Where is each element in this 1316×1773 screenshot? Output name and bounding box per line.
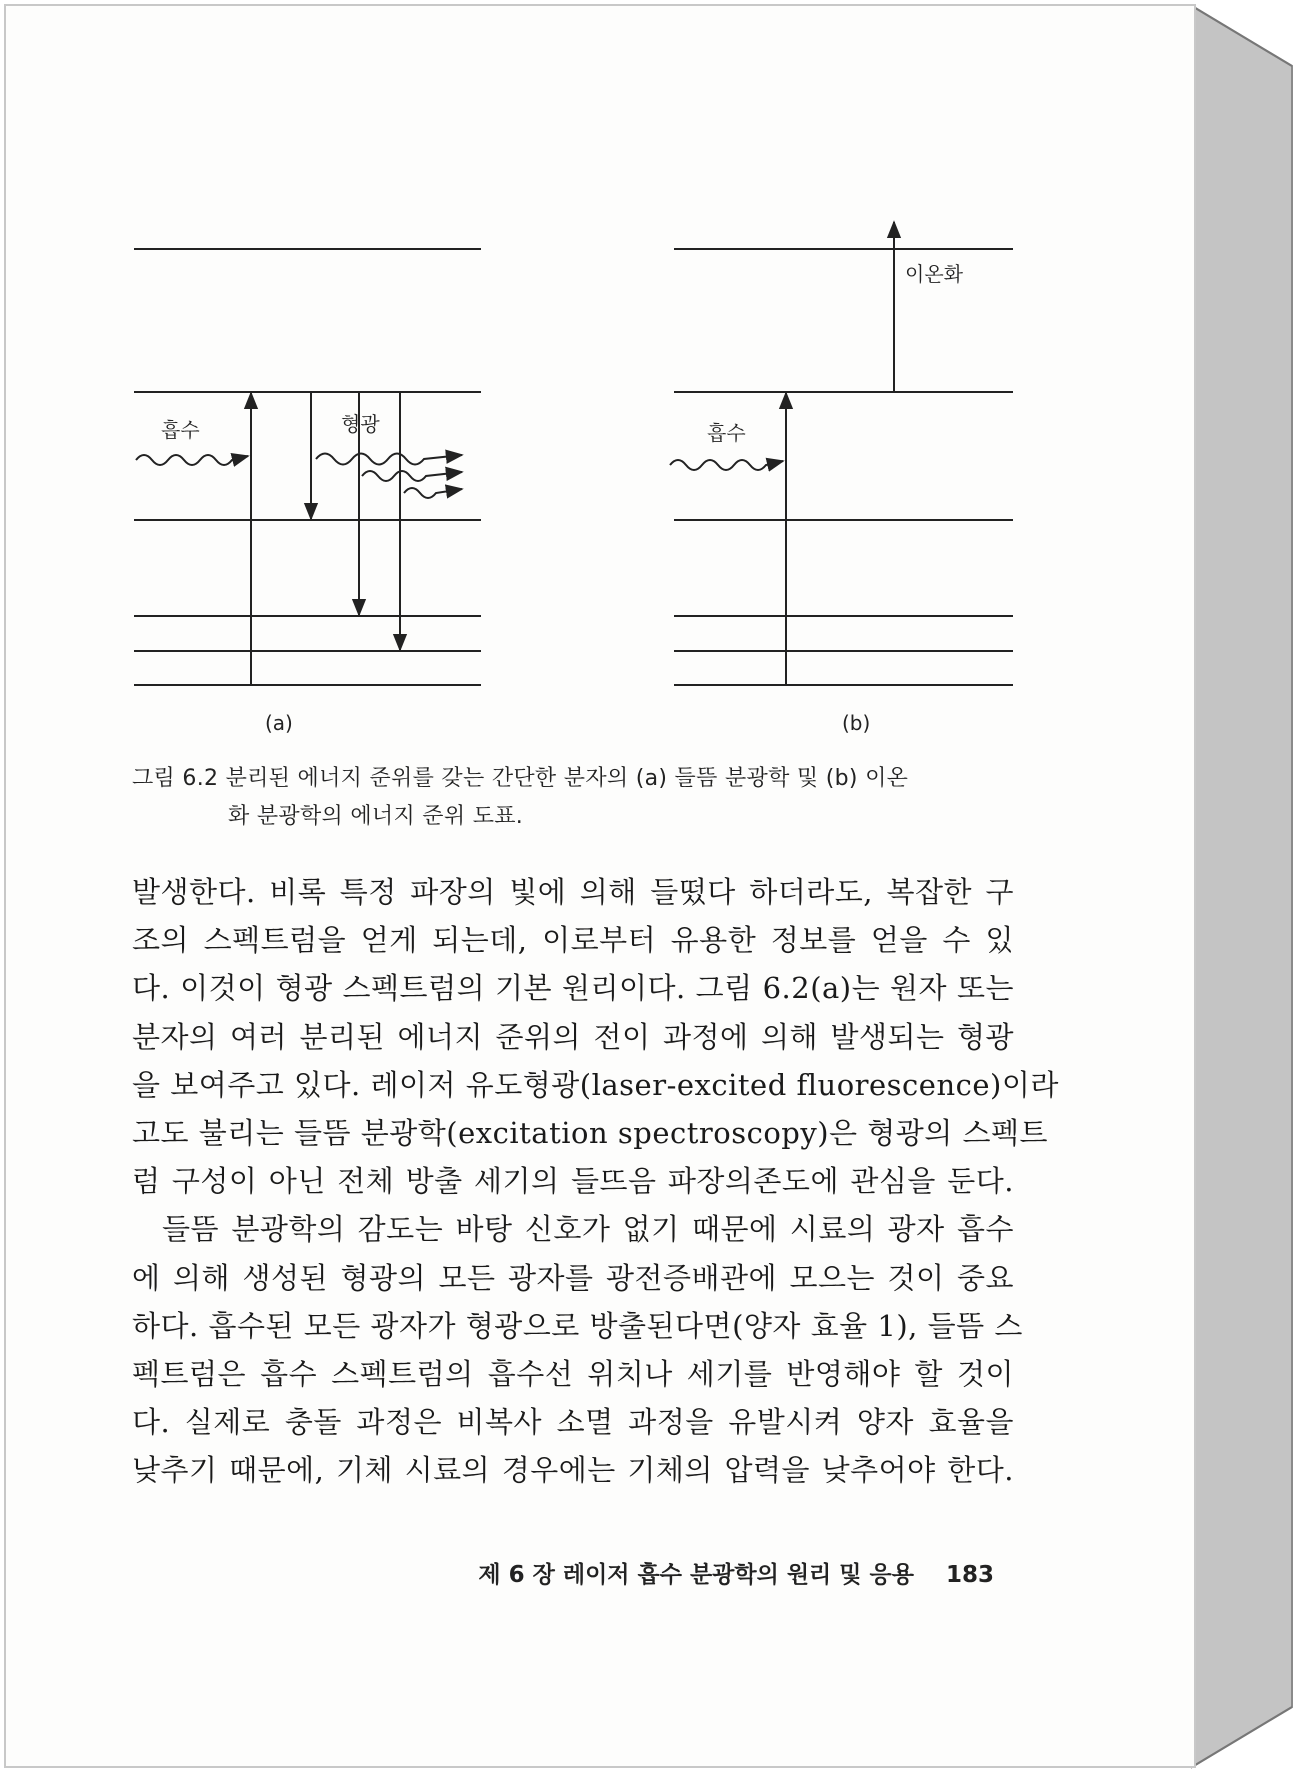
body-line: 하다. 흡수된 모든 광자가 형광으로 방출된다면(양자 효율 1), 들뜸 스 xyxy=(132,1308,1023,1343)
body-line: 에 의해 생성된 형광의 모든 광자를 광전증배관에 모으는 것이 중요 xyxy=(132,1260,1014,1295)
caption-line-2: 화 분광학의 에너지 준위 도표. xyxy=(228,804,524,829)
panel-a-label: (a) xyxy=(265,711,293,735)
panel-a-fluorescence-wave-2 xyxy=(362,471,462,481)
panel-a-incoming-wave xyxy=(136,455,248,465)
body-line: 낮추기 때문에, 기체 시료의 경우에는 기체의 압력을 낮추어야 한다. xyxy=(132,1453,1014,1488)
body-line: 들뜸 분광학의 감도는 바탕 신호가 없기 때문에 시료의 광자 흡수 xyxy=(162,1212,1014,1247)
running-title: 제 6 장 레이저 흡수 분광학의 원리 및 응용 xyxy=(478,1562,914,1588)
body-line: 분자의 여러 분리된 에너지 준위의 전이 과정에 의해 발생되는 형광 xyxy=(132,1019,1014,1054)
panel-a-fluorescence-label: 형광 xyxy=(341,412,380,436)
body-line: 을 보여주고 있다. 레이저 유도형광(laser-excited fluorescence)이라 xyxy=(132,1067,1059,1102)
panel-b-absorption-label: 흡수 xyxy=(707,421,746,445)
panel-a xyxy=(134,249,481,685)
panel-b-incoming-wave xyxy=(670,460,783,470)
body-line: 고도 불리는 들뜸 분광학(excitation spectroscopy)은 형광의 스펙트 xyxy=(132,1116,1049,1151)
page-footer xyxy=(478,1556,994,1589)
page-number: 183 xyxy=(945,1562,994,1588)
panel-b xyxy=(670,222,1013,685)
body-line: 다. 실제로 충돌 과정은 비복사 소멸 과정을 유발시켜 양자 효율을 xyxy=(132,1405,1014,1440)
panel-b-label: (b) xyxy=(842,711,871,735)
panel-a-absorption-label: 흡수 xyxy=(161,418,200,442)
body-text xyxy=(132,868,1059,1495)
body-line: 조의 스펙트럼을 얻게 되는데, 이로부터 유용한 정보를 얻을 수 있 xyxy=(132,923,1014,958)
book-edge-face xyxy=(1192,6,1292,1767)
body-line: 펙트럼은 흡수 스펙트럼의 흡수선 위치나 세기를 반영해야 할 것이 xyxy=(132,1357,1014,1392)
panel-a-fluorescence-wave-1 xyxy=(316,454,462,465)
body-line: 럼 구성이 아닌 전체 방출 세기의 들뜨음 파장의존도에 관심을 둔다. xyxy=(132,1164,1014,1199)
panel-a-fluorescence-wave-3 xyxy=(404,488,462,498)
figure-caption xyxy=(132,760,1022,836)
body-line: 다. 이것이 형광 스펙트럼의 기본 원리이다. 그림 6.2(a)는 원자 또는 xyxy=(132,971,1014,1006)
body-line: 발생한다. 비록 특정 파장의 빛에 의해 들떴다 하더라도, 복잡한 구 xyxy=(132,875,1014,909)
caption-line-1: 그림 6.2 분리된 에너지 준위를 갖는 간단한 분자의 (a) 들뜸 분광학 및 (b) 이온 xyxy=(132,766,909,791)
panel-b-ionization-label: 이온화 xyxy=(905,262,963,286)
energy-level-diagram xyxy=(0,0,1192,760)
